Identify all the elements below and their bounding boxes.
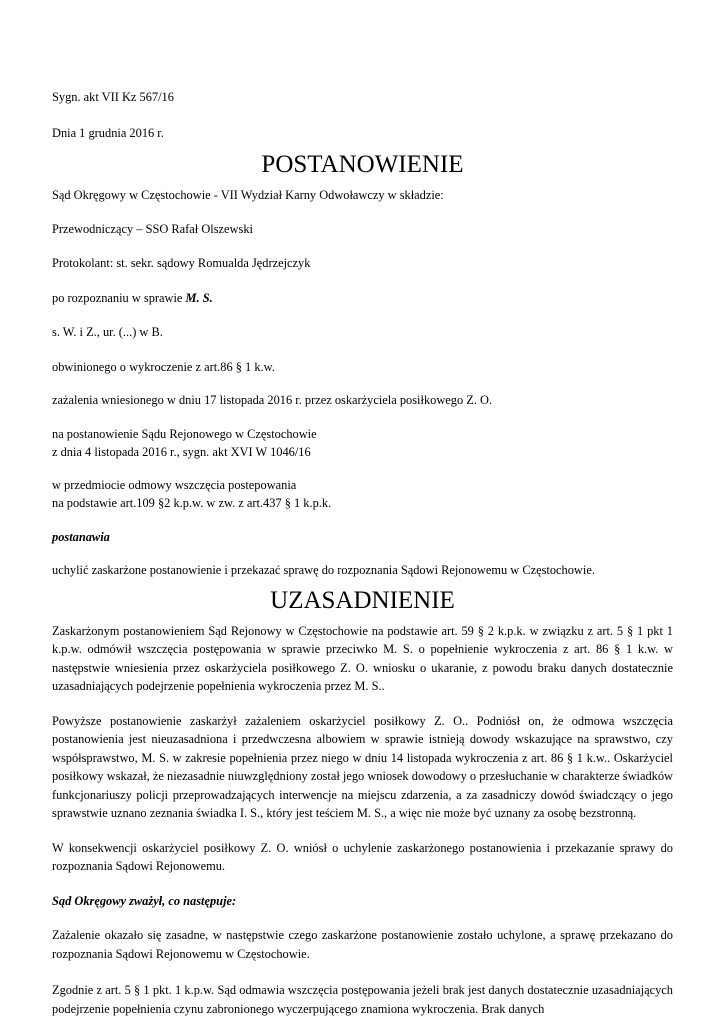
matter-line: [52, 289, 673, 308]
subject-line-2: na podstawie art.109 §2 k.p.w. w zw. z art.437 § 1 k.p.k.: [52, 496, 332, 510]
matter-prefix: po rozpoznaniu w sprawie: [52, 290, 186, 305]
defendant-name: M. S.: [185, 290, 213, 305]
justification-paragraph-3: W konsekwencji oskarżyciel posiłkowy Z. O. wniósł o uchylenie zaskarżonego postanowienia i przekazanie sprawy do rozpoznania Sądowi Rejonowemu.: [52, 840, 673, 873]
resolves-label: postanawia: [52, 529, 110, 544]
presiding-judge: Przewodniczący – SSO Rafał Olszewski: [52, 221, 253, 236]
case-reference: Sygn. akt VII Kz 567/16: [52, 90, 174, 104]
subject-line-1: w przedmiocie odmowy wszczęcia postepowania: [52, 477, 297, 492]
defendant-details: s. W. i Z., ur. (...) w B.: [52, 325, 163, 339]
ruling: uchylić zaskarżone postanowienie i przekazać sprawę do rozpoznania Sądowi Rejonowemu w Częstochowie.: [52, 563, 595, 577]
justification-paragraph-4: Zażalenie okazało się zasadne, w następstwie czego zaskarżone postanowienie zostało uchylone, a sprawę przekazano do rozpoznania Sądowi Rejonowemu w Częstochowie.: [52, 928, 673, 961]
court-composition: Sąd Okręgowy w Częstochowie - VII Wydział Karny Odwoławczy w składzie:: [52, 188, 444, 202]
subject-matter: [52, 476, 673, 513]
justification-paragraph-1: Zaskarżonym postanowieniem Sąd Rejonowy w Częstochowie na podstawie art. 59 § 2 k.p.k. w związku z art. 5 § 1 pkt 1 k.p.w. odmówił wszczęcia postępowania w sprawie przeciwko M. S. o popełnienie wykroczenia z art. 86 § 1 k.w. w następstwie wniesienia przez oskarżyciela posiłkowego Z. O. wniosku o ukaranie, z powodu braku danych dostatecznie uzasadniających podejrzenie popełnienia wykroczenia przez M. S..: [52, 623, 673, 693]
challenged-decision-line-1: na postanowienie Sądu Rejonowego w Częstochowie: [52, 426, 317, 441]
justification-paragraph-5: Zgodnie z art. 5 § 1 pkt. 1 k.p.w. Sąd odmawia wszczęcia postępowania jeżeli brak jest danych dostatecznie uzasadniających podejrzenie popełnienia czynu zabronionego wyczerpującego znamiona wykroczenia. Brak danych: [52, 983, 673, 1016]
appeal-info: zażalenia wniesionego w dniu 17 listopada 2016 r. przez oskarżyciela posiłkowego Z. O.: [52, 393, 493, 407]
justification-paragraph-2: Powyższe postanowienie zaskarżył zażaleniem oskarżyciel posiłkowy Z. O.. Podniósł on, że odmowa wszczęcia postanowienia jest nieuzasadniona i przedwczesna albowiem w sprawie istnieją dowody wskazujące na sprawstwo, czy współsprawstwo, M. S. w zakresie popełnienia przez niego w dniu 14 listopada wykroczenia z art. 86 § 1 k.w.. Oskarżyciel posiłkowy wskazał, że niezasadnie niuwzględniony został jego wniosek dowodowy o przesłuchanie w charakterze świadków funkcjonariuszy policji przeprowadzających interwencje na miejscu zdarzenia, a za zasadniczy dowód świadczący o jego sprawstwie uznano zeznania świadka I. S., który jest teściem M. S., a więc nie może być uznany za osobę bezstronną.: [52, 713, 673, 820]
document-date: Dnia 1 grudnia 2016 r.: [52, 125, 164, 140]
document-page: [52, 88, 673, 1018]
court-clerk: Protokolant: st. sekr. sądowy Romualda Jędrzejczyk: [52, 256, 311, 270]
challenged-decision: [52, 425, 673, 462]
court-considered-heading: Sąd Okręgowy zważył, co następuje:: [52, 893, 237, 908]
document-title: POSTANOWIENIE: [261, 151, 464, 178]
justification-title: UZASADNIENIE: [270, 586, 455, 614]
challenged-decision-line-2: z dnia 4 listopada 2016 r., sygn. akt XVI W 1046/16: [52, 445, 311, 459]
charge: obwinionego o wykroczenie z art.86 § 1 k.w.: [52, 359, 275, 374]
